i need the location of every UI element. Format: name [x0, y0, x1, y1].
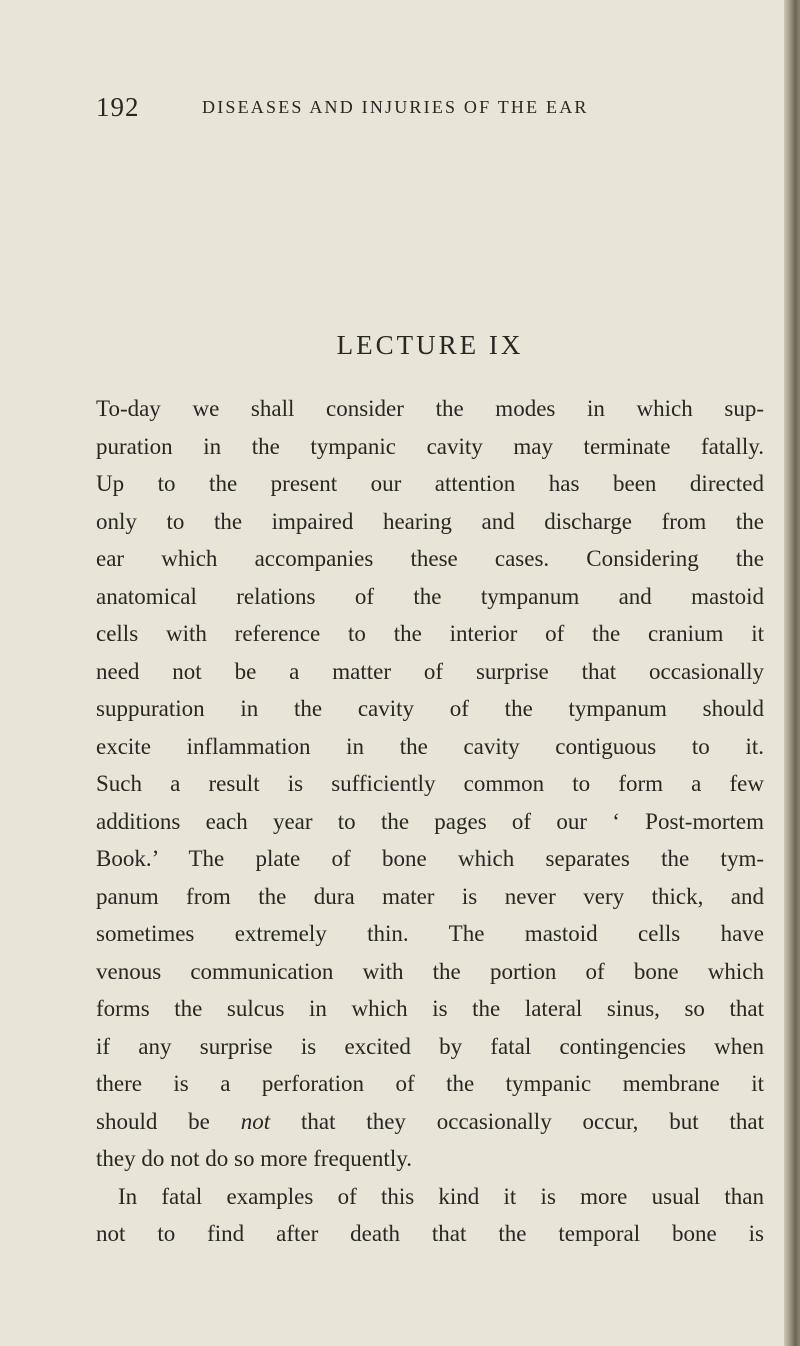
- text-line: additions each year to the pages of our ‘ Post-mortem: [96, 808, 764, 834]
- text-line: cells with reference to the interior of the cranium it: [96, 621, 764, 646]
- text-line: if any surprise is excited by fatal contingencies when: [96, 1033, 764, 1059]
- text-line: there is a perforation of the tympanic membrane it: [96, 1071, 764, 1096]
- page-number: 192: [96, 92, 140, 122]
- text-line: To-day we shall consider the modes in which sup-: [96, 396, 764, 421]
- text-line: not to find after death that the temporal bone is: [96, 1221, 764, 1246]
- text-line: puration in the tympanic cavity may terminate fatally.: [96, 433, 764, 459]
- page-header: [96, 92, 656, 122]
- page-edge-shadow: [784, 0, 800, 1346]
- text-line: Book.’ The plate of bone which separates the tym-: [96, 846, 764, 871]
- text-line: anatomical relations of the tympanum and mastoid: [96, 583, 764, 609]
- text-segment: that they occasionally occur, but that: [300, 1108, 764, 1134]
- chapter-title: LECTURE IX: [336, 330, 524, 360]
- italic-word: not: [240, 1108, 271, 1134]
- text-line: sometimes extremely thin. The mastoid cells have: [96, 921, 764, 946]
- text-line: excite inflammation in the cavity contiguous to it.: [96, 733, 764, 759]
- text-line: only to the impaired hearing and discharge from the: [96, 508, 764, 534]
- text-line: ear which accompanies these cases. Considering the: [96, 546, 764, 571]
- text-line: venous communication with the portion of bone which: [96, 958, 764, 984]
- body-text: [96, 390, 764, 1253]
- text-line: forms the sulcus in which is the lateral sinus, so that: [96, 996, 764, 1021]
- text-segment: should be: [96, 1108, 210, 1134]
- paragraph-end-line: they do not do so more frequently.: [96, 1146, 412, 1171]
- text-line: Up to the present our attention has been directed: [96, 471, 764, 496]
- text-line: Such a result is sufficiently common to form a few: [96, 771, 764, 796]
- text-line: suppuration in the cavity of the tympanum should: [96, 696, 764, 721]
- running-head: DISEASES AND INJURIES OF THE EAR: [202, 97, 589, 117]
- text-line: panum from the dura mater is never very thick, and: [96, 883, 764, 909]
- text-line-emphasis: [96, 1103, 764, 1141]
- text-line: In fatal examples of this kind it is more usual than: [118, 1183, 764, 1209]
- text-line: need not be a matter of surprise that occasionally: [96, 658, 764, 684]
